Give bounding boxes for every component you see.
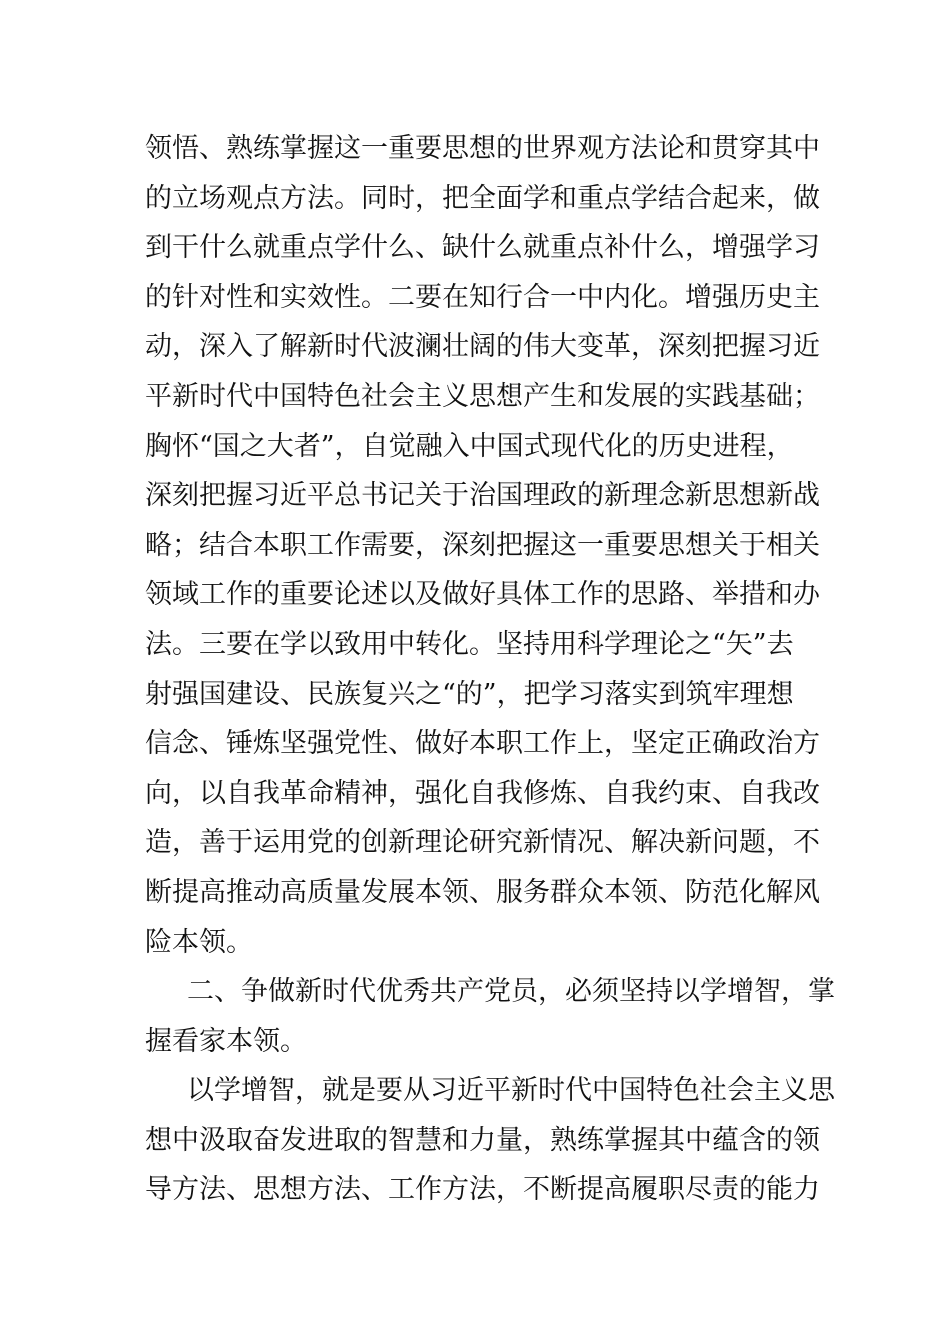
text-line: 向，以自我革命精神，强化自我修炼、自我约束、自我改 [145, 777, 820, 809]
text-line: 的针对性和实效性。二要在知行合一中内化。增强历史主 [145, 281, 820, 313]
section-heading-line: 握看家本领。 [145, 1025, 307, 1057]
text-line: 深刻把握习近平总书记关于治国理政的新理念新思想新战 [145, 480, 820, 512]
text-line: 断提高推动高质量发展本领、服务群众本领、防范化解风 [145, 876, 820, 908]
section-heading-line: 二、争做新时代优秀共产党员，必须坚持以学增智，掌 [187, 976, 835, 1008]
text-line: 胸怀“国之大者”，自觉融入中国式现代化的历史进程， [145, 430, 794, 462]
text-line: 信念、锤炼坚强党性、做好本职工作上，坚定正确政治方 [145, 728, 820, 760]
text-line: 造，善于运用党的创新理论研究新情况、解决新问题，不 [145, 827, 820, 859]
text-line: 险本领。 [145, 926, 253, 958]
text-line: 动，深入了解新时代波澜壮阔的伟大变革，深刻把握习近 [145, 331, 820, 363]
text-line: 想中汲取奋发进取的智慧和力量，熟练掌握其中蕴含的领 [145, 1124, 820, 1156]
text-line: 到干什么就重点学什么、缺什么就重点补什么，增强学习 [145, 232, 820, 264]
text-line: 平新时代中国特色社会主义思想产生和发展的实践基础； [145, 380, 820, 412]
text-line: 略；结合本职工作需要，深刻把握这一重要思想关于相关 [145, 529, 820, 561]
text-line: 导方法、思想方法、工作方法，不断提高履职尽责的能力 [145, 1174, 820, 1206]
text-line: 领悟、熟练掌握这一重要思想的世界观方法论和贯穿其中 [145, 133, 820, 164]
document-body [145, 124, 835, 1215]
text-line: 领域工作的重要论述以及做好具体工作的思路、举措和办 [145, 579, 820, 611]
text-line: 的立场观点方法。同时，把全面学和重点学结合起来，做 [145, 182, 820, 214]
text-line: 法。三要在学以致用中转化。坚持用科学理论之“矢”去 [145, 628, 794, 660]
text-line: 射强国建设、民族复兴之“的”，把学习落实到筑牢理想 [145, 678, 794, 710]
paragraph-start-line: 以学增智，就是要从习近平新时代中国特色社会主义思 [187, 1075, 835, 1107]
